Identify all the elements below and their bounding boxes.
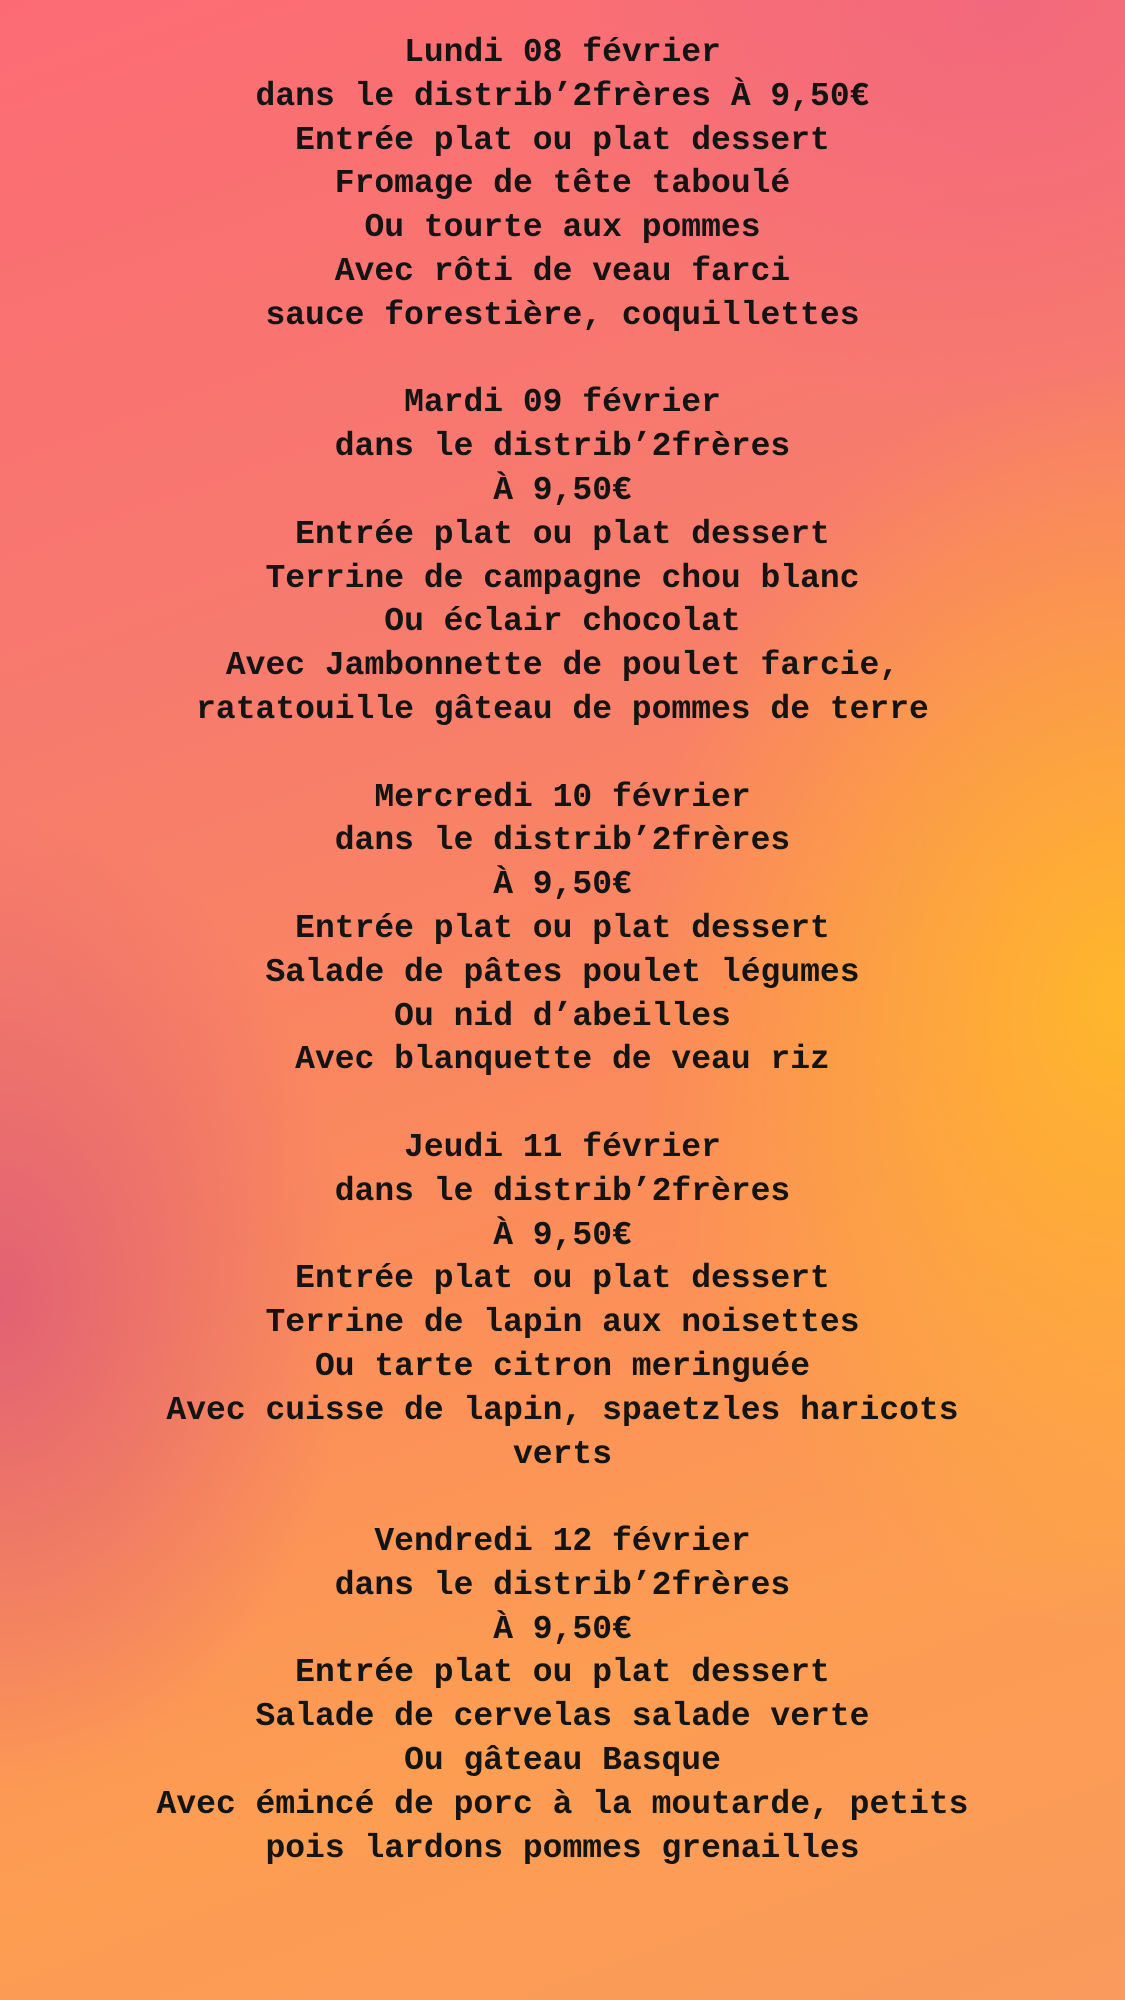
price: À 9,50€	[493, 1610, 632, 1648]
day-heading: Mardi 09 février	[404, 384, 721, 422]
formula: Entrée plat ou plat dessert	[295, 121, 830, 159]
starter: Salade de pâtes poulet légumes	[265, 953, 860, 991]
day-monday	[0, 31, 1125, 338]
day-thursday	[0, 1126, 1125, 1476]
day-heading: Vendredi 12 février	[374, 1523, 751, 1561]
location: dans le distrib’2frères	[334, 1172, 791, 1210]
dessert: Ou gâteau Basque	[404, 1742, 721, 1780]
day-heading: Jeudi 11 février	[404, 1128, 721, 1166]
main-course-continued: verts	[512, 1435, 613, 1473]
day-heading: Mercredi 10 février	[374, 778, 751, 816]
dessert: Ou nid d’abeilles	[394, 997, 731, 1035]
main-course: Avec cuisse de lapin, spaetzles haricots	[166, 1391, 959, 1429]
location: dans le distrib’2frères	[334, 428, 791, 466]
price: À 9,50€	[493, 471, 632, 509]
dessert: Ou tarte citron meringuée	[314, 1347, 811, 1385]
day-wednesday	[0, 776, 1125, 1083]
main-course-continued: ratatouille gâteau de pommes de terre	[196, 690, 929, 728]
day-heading: Lundi 08 février	[404, 34, 721, 71]
formula: Entrée plat ou plat dessert	[295, 515, 830, 553]
location-price: dans le distrib’2frères À 9,50€	[255, 77, 870, 115]
main-course-continued: pois lardons pommes grenailles	[265, 1829, 860, 1867]
day-tuesday	[0, 381, 1125, 731]
formula: Entrée plat ou plat dessert	[295, 1260, 830, 1298]
location: dans le distrib’2frères	[334, 822, 791, 860]
main-course-continued: sauce forestière, coquillettes	[265, 296, 860, 334]
main-course: Avec Jambonnette de poulet farcie,	[225, 647, 900, 685]
main-course: Avec blanquette de veau riz	[295, 1041, 830, 1079]
dessert: Ou tourte aux pommes	[364, 209, 761, 247]
main-course: Avec rôti de veau farci	[334, 252, 791, 290]
price: À 9,50€	[493, 1216, 632, 1254]
starter: Terrine de campagne chou blanc	[265, 559, 860, 597]
price: À 9,50€	[493, 866, 632, 904]
main-course: Avec émincé de porc à la moutarde, petits	[156, 1785, 969, 1823]
location: dans le distrib’2frères	[334, 1566, 791, 1604]
formula: Entrée plat ou plat dessert	[295, 909, 830, 947]
starter: Fromage de tête taboulé	[334, 165, 791, 203]
formula: Entrée plat ou plat dessert	[295, 1654, 830, 1692]
weekly-menu	[0, 31, 1125, 1914]
starter: Salade de cervelas salade verte	[255, 1698, 870, 1736]
dessert: Ou éclair chocolat	[384, 603, 741, 641]
day-friday	[0, 1520, 1125, 1870]
starter: Terrine de lapin aux noisettes	[265, 1304, 860, 1342]
